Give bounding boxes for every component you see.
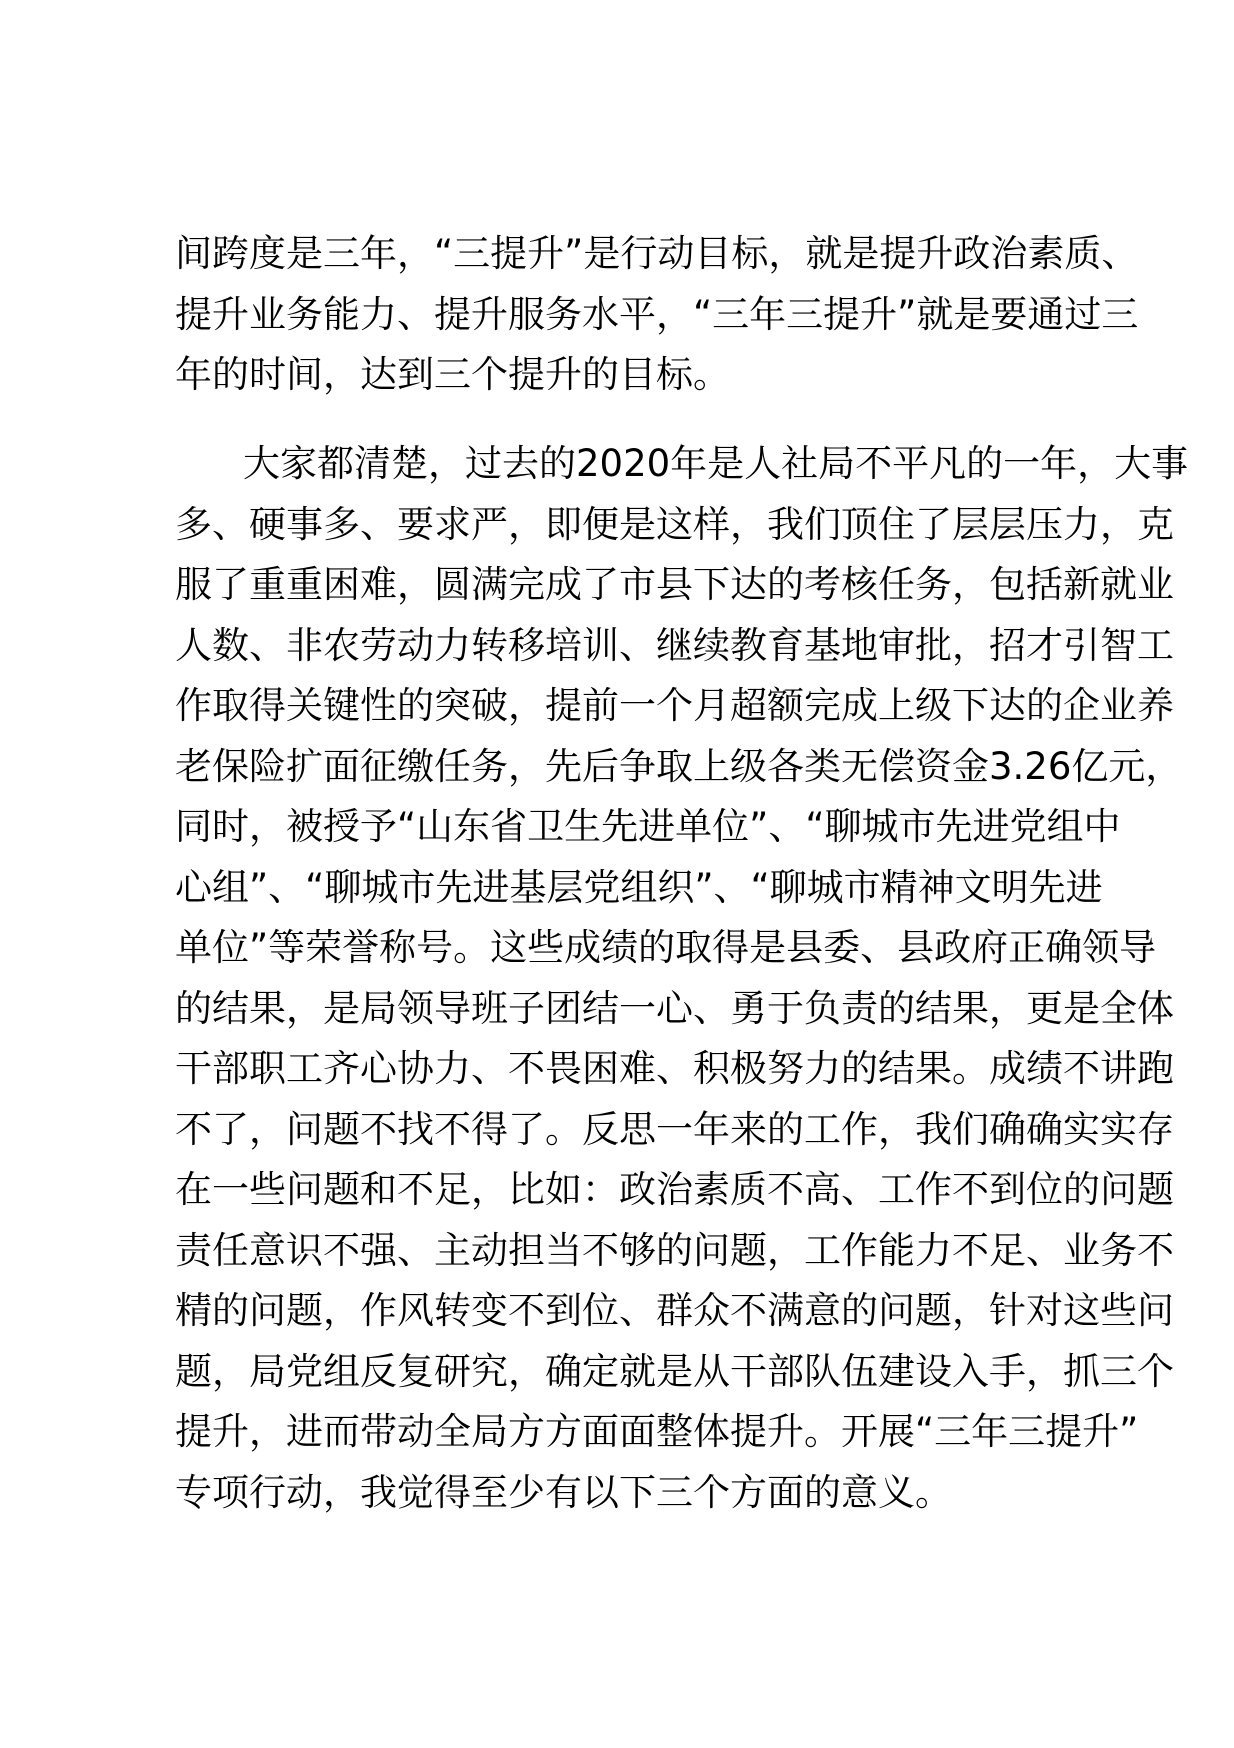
paragraph-1-line: 间跨度是三年，“三提升”是行动目标，就是提升政治素质、: [175, 232, 1139, 275]
paragraph-2-line: 专项行动，我觉得至少有以下三个方面的意义。: [175, 1470, 952, 1514]
paragraph-1-line: 提升业务能力、提升服务水平，“三年三提升”就是要通过三: [175, 292, 1139, 336]
paragraph-2-line: 服了重重困难，圆满完成了市县下达的考核任务，包括新就业: [175, 563, 1174, 606]
paragraph-2-line: 作取得关键性的突破，提前一个月超额完成上级下达的企业养: [175, 684, 1174, 727]
paragraph-1: [175, 224, 1139, 406]
paragraph-2-line: 题，局党组反复研究，确定就是从干部队伍建设入手，抓三个: [175, 1349, 1174, 1393]
paragraph-2-line: 人数、非农劳动力转移培训、继续教育基地审批，招才引智工: [175, 623, 1174, 667]
paragraph-2-line: 大家都清楚，过去的2020年是人社局不平凡的一年，大事: [243, 442, 1189, 485]
paragraph-2-line: 不了，问题不找不得了。反思一年来的工作，我们确确实实存: [175, 1107, 1174, 1151]
paragraph-2-line: 老保险扩面征缴任务，先后争取上级各类无偿资金3.26亿元，: [175, 744, 1183, 788]
paragraph-2-line: 在一些问题和不足，比如：政治素质不高、工作不到位的问题: [175, 1168, 1174, 1211]
paragraph-2-line: 提升，进而带动全局方方面面整体提升。开展“三年三提升”: [175, 1410, 1139, 1453]
paragraph-2-line: 干部职工齐心协力、不畏困难、积极努力的结果。成绩不讲跑: [175, 1047, 1174, 1090]
paragraph-2-line: 责任意识不强、主动担当不够的问题，工作能力不足、业务不: [175, 1228, 1174, 1272]
paragraph-2-line: 心组”、“聊城市先进基层党组织”、“聊城市精神文明先进: [175, 865, 1103, 909]
paragraph-2-line: 单位”等荣誉称号。这些成绩的取得是县委、县政府正确领导: [175, 926, 1157, 969]
paragraph-2: [175, 434, 1189, 1523]
paragraph-2-line: 多、硬事多、要求严，即便是这样，我们顶住了层层压力，克: [175, 502, 1174, 546]
paragraph-2-line: 精的问题，作风转变不到位、群众不满意的问题，针对这些问: [175, 1289, 1174, 1332]
paragraph-2-line: 同时，被授予“山东省卫生先进单位”、“聊城市先进党组中: [175, 805, 1121, 848]
paragraph-2-line: 的结果，是局领导班子团结一心、勇于负责的结果，更是全体: [175, 986, 1174, 1030]
paragraph-1-line: 年的时间，达到三个提升的目标。: [175, 353, 730, 396]
